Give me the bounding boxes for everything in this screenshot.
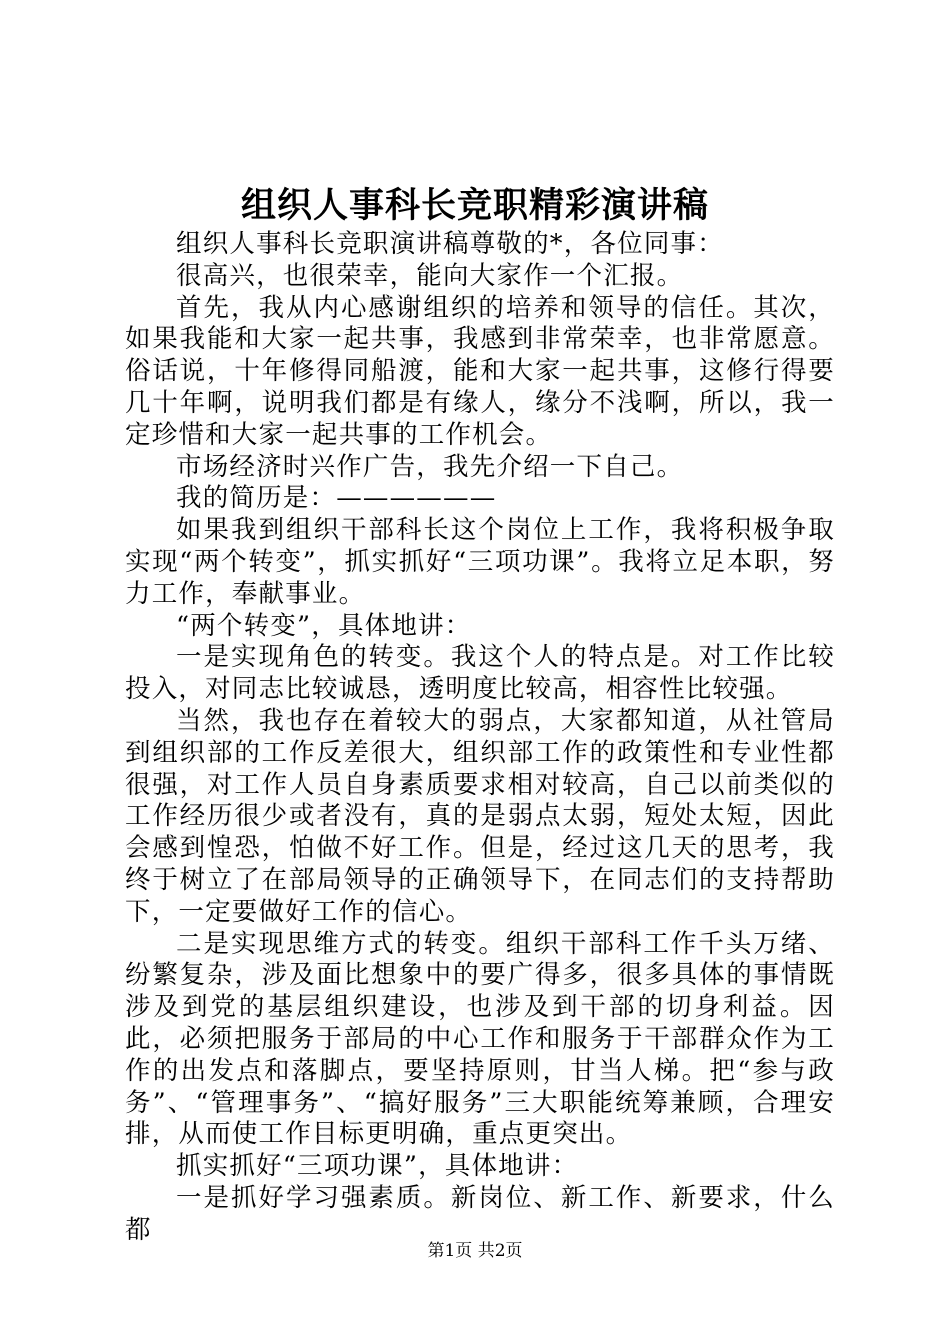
paragraph: 很高兴，也很荣幸，能向大家作一个汇报。 bbox=[176, 260, 684, 291]
document-title: 组织人事科长竞职精彩演讲稿 bbox=[240, 186, 709, 226]
paragraph: 组织人事科长竞职演讲稿尊敬的*，各位同事： bbox=[176, 229, 724, 259]
paragraph: 市场经济时兴作广告，我先介绍一下自己。 bbox=[176, 451, 684, 482]
paragraph: 我的简历是：—————— bbox=[176, 483, 497, 514]
page-footer: 第1页 共2页 bbox=[427, 1241, 523, 1261]
paragraph: 首先，我从内心感谢组织的培养和领导的信任。其次，如果我能和大家一起共事，我感到非常荣幸，也非常愿意。俗话说，十年修得同船渡，能和大家一起共事，这修行得要几十年啊，说明我们都是有缘人，缘分不浅啊，所以，我一定珍惜和大家一起共事的工作机会。 bbox=[125, 292, 835, 450]
paragraph: 抓实抓好“三项功课”，具体地讲： bbox=[176, 1151, 579, 1182]
paragraph: 如果我到组织干部科长这个岗位上工作，我将积极争取实现“两个转变”，抓实抓好“三项功课”。我将立足本职，努力工作，奉献事业。 bbox=[125, 515, 835, 609]
document-body bbox=[125, 229, 835, 1247]
paragraph: 一是抓好学习强素质。新岗位、新工作、新要求，什么都 bbox=[125, 1182, 835, 1245]
paragraph: 二是实现思维方式的转变。组织干部科工作千头万绪、纷繁复杂，涉及面比想象中的要广得多，很多具体的事情既涉及到党的基层组织建设，也涉及到干部的切身利益。因此，必须把服务于部局的中心工作和服务于干部群众作为工作的出发点和落脚点，要坚持原则，甘当人梯。把“参与政务”、“管理事务”、“搞好服务”三大职能统筹兼顾，合理安排，从而使工作目标更明确，重点更突出。 bbox=[125, 928, 835, 1150]
paragraph: 当然，我也存在着较大的弱点，大家都知道，从社管局到组织部的工作反差很大，组织部工作的政策性和专业性都很强，对工作人员自身素质要求相对较高，自己以前类似的工作经历很少或者没有，真的是弱点太弱，短处太短，因此会感到惶恐，怕做不好工作。但是，经过这几天的思考，我终于树立了在部局领导的正确领导下，在同志们的支持帮助下，一定要做好工作的信心。 bbox=[125, 705, 835, 927]
paragraph: 一是实现角色的转变。我这个人的特点是。对工作比较投入，对同志比较诚恳，透明度比较高，相容性比较强。 bbox=[125, 642, 835, 705]
paragraph: “两个转变”，具体地讲： bbox=[176, 610, 472, 641]
